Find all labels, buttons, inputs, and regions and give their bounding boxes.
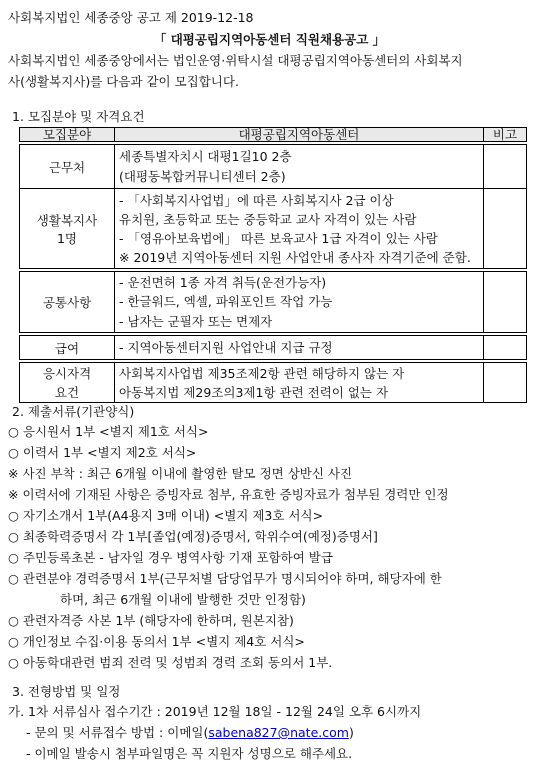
list-item: ○ 자기소개서 1부(A4용지 3매 이내) <별지 제3호 서식> [8, 508, 324, 523]
schedule-line: 가. 1차 서류심사 접수기간 : 2019년 12월 18일 - 12월 24일 오후 6시까지 [8, 704, 422, 719]
row-label: 응시자격 요건 [20, 363, 115, 403]
list-item: ○ 관련자격증 사본 1부 (해당자에 한하며, 원본지참) [8, 613, 294, 628]
row-label: 생활복지사 1명 [20, 189, 115, 269]
contact-line: - 문의 및 서류접수 방법 : 이메일(sabena827@nate.com) [26, 725, 354, 740]
row-note [484, 336, 527, 360]
header-center: 대평공립지역아동센터 [115, 128, 484, 142]
table-row-eligibility [20, 363, 527, 403]
row-content: - 운전면허 1종 자격 취득(운전가능자) - 한글워드, 엑셀, 파워포인트 작업 가능 - 남자는 군필자 또는 면제자 [115, 272, 484, 333]
notice-number: 사회복지법인 세종중앙 공고 제 2019-12-18 [8, 10, 254, 25]
table-row-social-worker [20, 189, 527, 269]
list-item: ○ 이력서 1부 <별지 제2호 서식> [8, 445, 197, 460]
row-note [484, 189, 527, 269]
list-item: ○ 최종학력증명서 각 1부[졸업(예정)증명서, 학위수여(예정)증명서] [8, 529, 378, 544]
row-label: 공통사항 [20, 272, 115, 333]
row-note [484, 145, 527, 189]
list-item: ○ 응시원서 1부 <별지 제1호 서식> [8, 424, 209, 439]
row-label: 근무처 [20, 145, 115, 189]
list-item-continuation: 하며, 최근 6개월 이내에 발행한 것만 인정함) [60, 592, 306, 607]
row-content: 세종특별자치시 대평1길10 2층 (대평동복합커뮤니티센터 2층) [115, 145, 484, 189]
page-title: 「 대평공립지역아동센터 직원채용공고 」 [153, 32, 386, 47]
intro-line-1: 사회복지법인 세종중앙에서는 법인운영·위탁시설 대평공립지역아동센터의 사회복지 [8, 53, 463, 68]
list-item: ○ 관련분야 경력증명서 1부(근무처별 담당업무가 명시되어야 하며, 해당자에 한 [8, 571, 442, 586]
section-2-heading: 2. 제출서류(기관양식) [12, 404, 135, 419]
section-3-heading: 3. 전형방법 및 일정 [12, 684, 121, 699]
attachment-note: - 이메일 발송시 첨부파일명은 꼭 지원자 성명으로 해주세요. [26, 746, 353, 761]
table-header-row [20, 128, 527, 142]
header-field: 모집분야 [20, 128, 115, 142]
list-item: ※ 사진 부착 : 최근 6개월 이내에 촬영한 탈모 정면 상반신 사진 [8, 466, 353, 481]
intro-line-2: 사(생활복지사)를 다음과 같이 모집합니다. [8, 74, 239, 89]
row-note [484, 363, 527, 403]
row-note [484, 272, 527, 333]
row-content: 사회복지사업법 제35조제2항 관련 해당하지 않는 자 아동복지법 제29조의3제1항 관련 전력이 없는 자 [115, 363, 484, 403]
table-row-common [20, 272, 527, 333]
table-row-salary [20, 336, 527, 360]
list-item: ○ 개인정보 수집·이용 동의서 1부 <별지 제4호 서식> [8, 634, 305, 649]
email-link[interactable]: sabena827@nate.com [208, 725, 349, 740]
row-content: - 「사회복지사업법」에 따른 사회복지사 2급 이상 유치원, 초등학교 또는 중등학교 교사 자격이 있는 사람 - 「영유아보육법에」 따른 보육교사 1급 자격이 있는 사람 ※ 2019년 지역아동센터 지원 사업안내 종사자 자격기준에 준함. [115, 189, 484, 269]
recruitment-table [19, 127, 527, 403]
list-item: ○ 아동학대관련 범죄 전력 및 성범죄 경력 조회 동의서 1부. [8, 655, 333, 670]
header-note: 비고 [484, 128, 527, 142]
list-item: ※ 이력서에 기재된 사항은 증빙자료 첨부, 유효한 증빙자료가 첨부된 경력만 인정 [8, 487, 449, 502]
row-label: 급여 [20, 336, 115, 360]
section-1-heading: 1. 모집분야 및 자격요건 [12, 109, 145, 124]
list-item: ○ 주민등록초본 - 남자일 경우 병역사항 기재 포함하여 발급 [8, 550, 333, 565]
table-row-workplace [20, 145, 527, 189]
row-content: - 지역아동센터지원 사업안내 지급 규정 [115, 336, 484, 360]
